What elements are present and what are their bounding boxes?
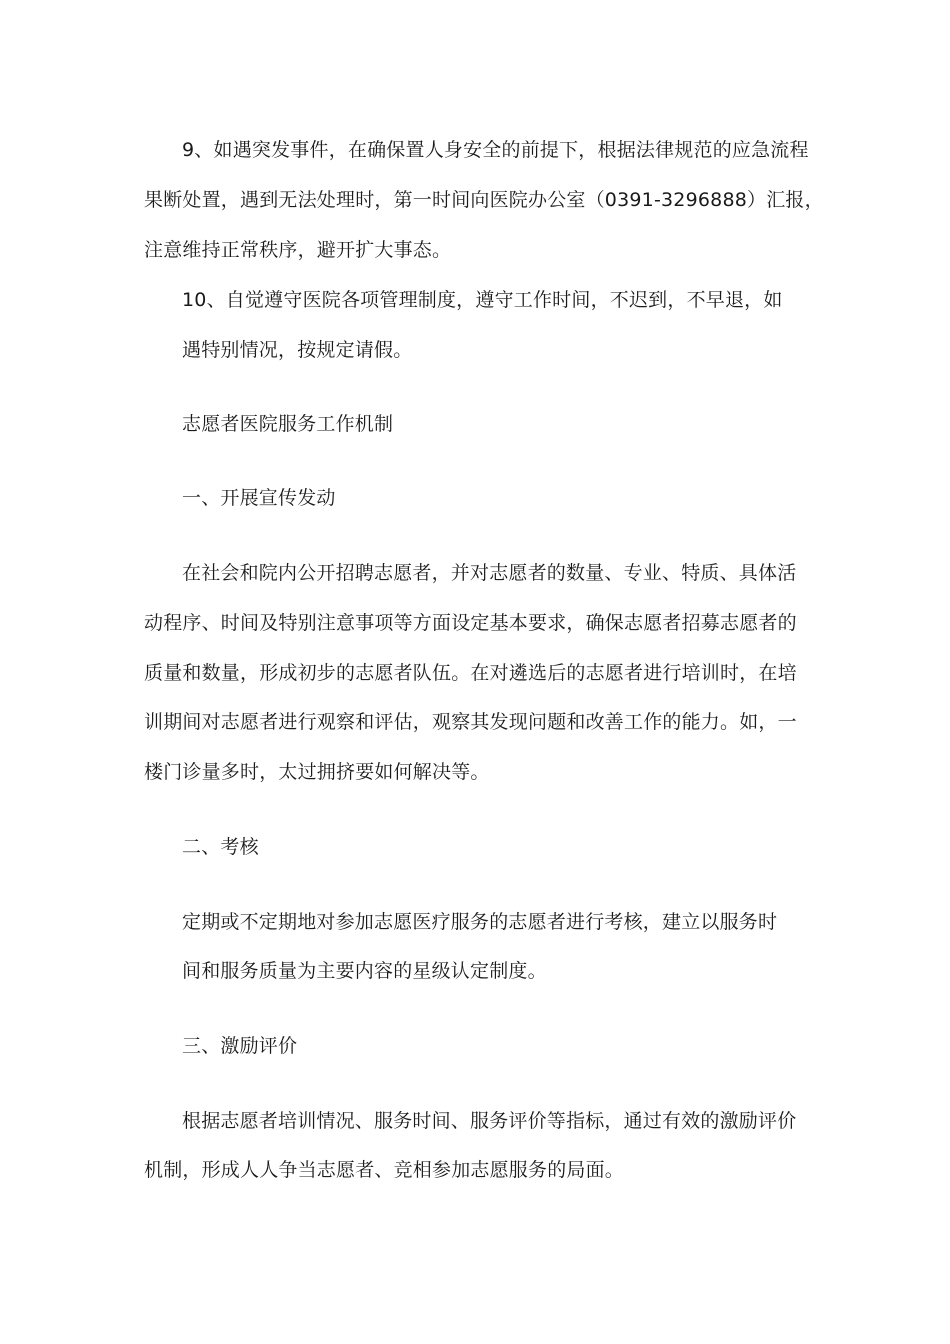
section-1-line-4: 训期间对志愿者进行观察和评估，观察其发现问题和改善工作的能力。如，一: [144, 711, 797, 733]
paragraph-9-line-2: 果断处置，遇到无法处理时，第一时间向医院办公室（0391-3296888）汇报，: [144, 189, 824, 211]
section-1-line-5: 楼门诊量多时，太过拥挤要如何解决等。: [144, 761, 490, 783]
section-3-line-1: 根据志愿者培训情况、服务时间、服务评价等指标，通过有效的激励评价: [182, 1110, 797, 1132]
paragraph-9-line-1: 9、如遇突发事件，在确保置人身安全的前提下，根据法律规范的应急流程: [182, 139, 809, 161]
paragraph-10-line-1: 10、自觉遵守医院各项管理制度，遵守工作时间，不迟到，不早退，如: [182, 289, 783, 311]
paragraph-9-line-3: 注意维持正常秩序，避开扩大事态。: [144, 239, 452, 261]
paragraph-10-line-2: 遇特别情况，按规定请假。: [182, 339, 413, 361]
section-2-line-1: 定期或不定期地对参加志愿医疗服务的志愿者进行考核，建立以服务时: [182, 911, 778, 933]
section-2-line-2: 间和服务质量为主要内容的星级认定制度。: [182, 960, 547, 982]
section-title: 志愿者医院服务工作机制: [182, 413, 394, 435]
section-3-line-2: 机制，形成人人争当志愿者、竞相参加志愿服务的局面。: [144, 1159, 625, 1181]
section-1-line-1: 在社会和院内公开招聘志愿者，并对志愿者的数量、专业、特质、具体活: [182, 562, 797, 584]
section-1-line-2: 动程序、时间及特别注意事项等方面设定基本要求，确保志愿者招募志愿者的: [144, 612, 797, 634]
heading-3: 三、激励评价: [182, 1035, 298, 1057]
heading-2: 二、考核: [182, 836, 259, 858]
section-1-line-3: 质量和数量，形成初步的志愿者队伍。在对遴选后的志愿者进行培训时，在培: [144, 662, 797, 684]
heading-1: 一、开展宣传发动: [182, 487, 336, 509]
